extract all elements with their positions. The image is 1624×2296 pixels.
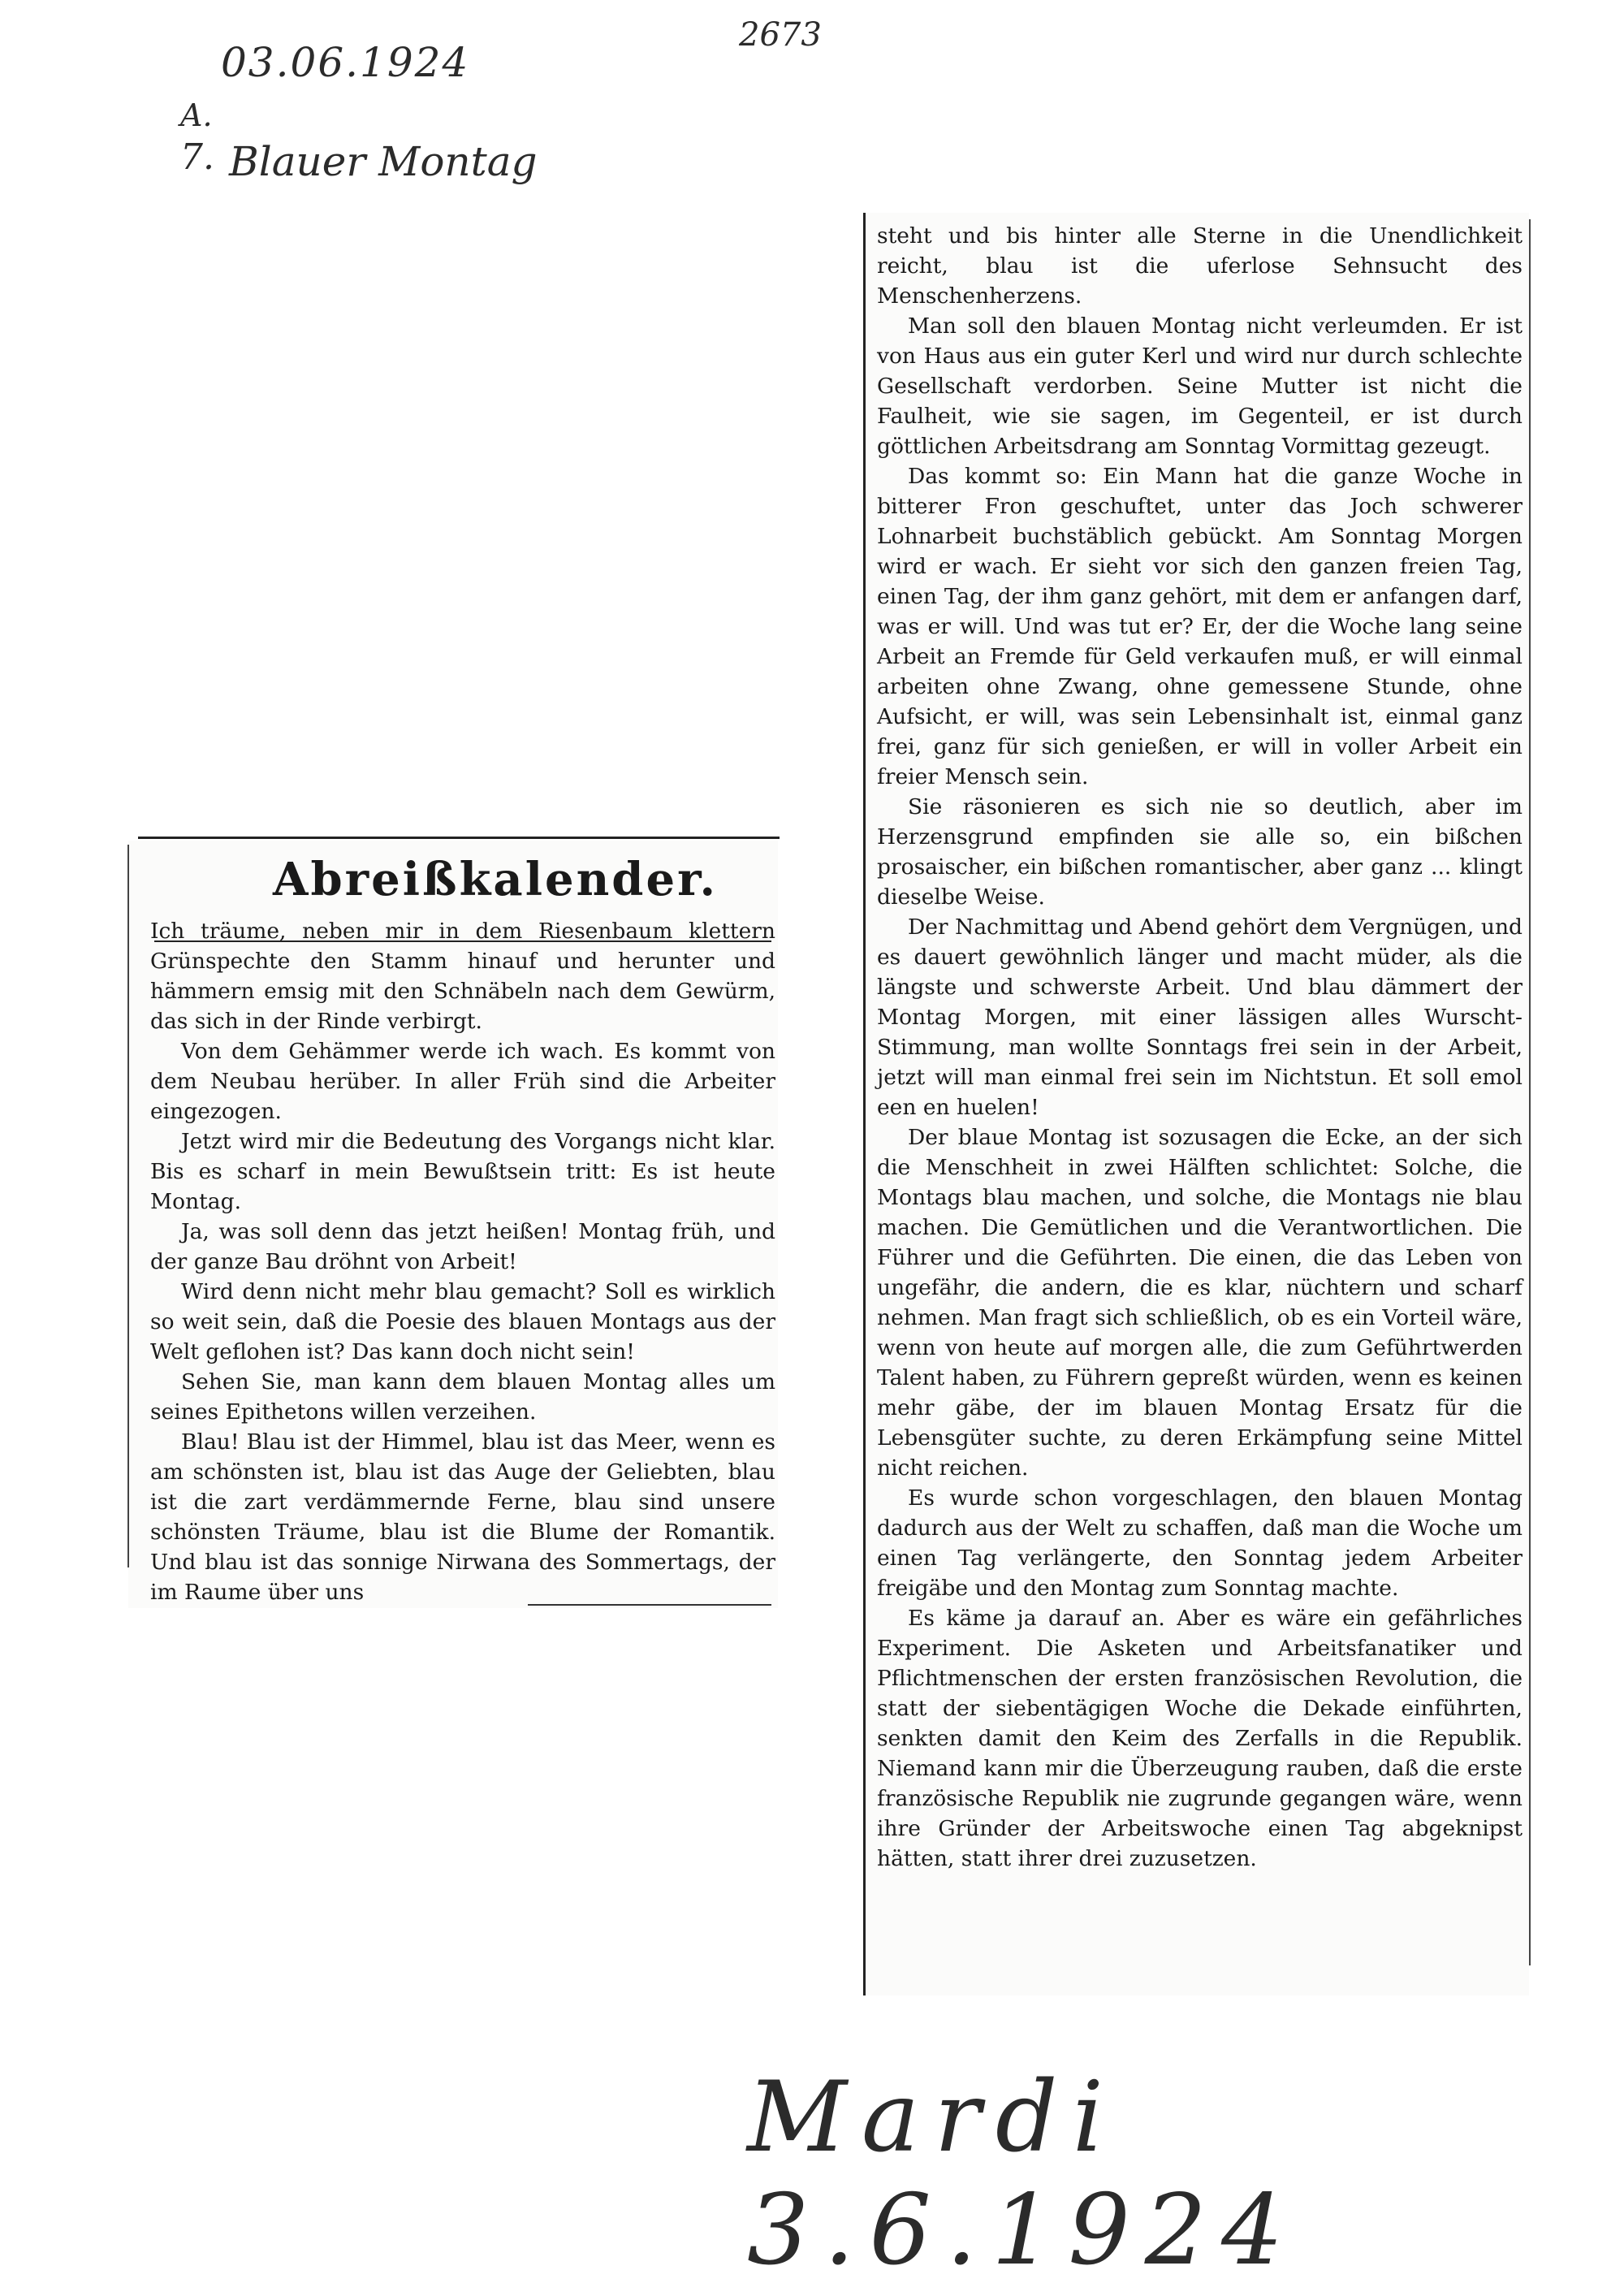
handwritten-mark-7: 7. [180,136,214,178]
handwritten-mark-a: A. [180,97,213,133]
paragraph: Es käme ja darauf an. Aber es wäre ein gefährliches Experiment. Die Asketen und Arbeitsfanatiker und Pflichtmenschen der ersten französischen Revolution, die statt der siebentägigen Woche die Dekade einführten, senkten damit den Keim des Zerfalls in die Republik. Niemand kann mir die Überzeugung rauben, daß die erste französische Republik nie zugrunde gegangen wäre, wenn ihre Gründer der Arbeitswoche einen Tag abgeknipst hätten, statt ihrer drei zuzusetzen. [877,1606,1522,1871]
paragraph: Es wurde schon vorgeschlagen, den blauen Montag dadurch aus der Welt zu schaffen, daß man die Woche um einen Tag verlängerte, den Sonntag jedem Arbeiter freigäbe und den Montag zum Sonntag machte. [877,1485,1522,1601]
paragraph: Blau! Blau ist der Himmel, blau ist das Meer, wenn es am schönsten ist, blau ist das Auge der Geliebten, blau ist die zart verdämmernde Ferne, blau sind unsere schönsten Träume, blau ist die Blume der Romantik. Und blau ist das sonnige Nirwana des Sommertags, der im Raume über uns [150,1429,775,1605]
clipping-right-edge [1529,219,1531,1965]
paragraph: steht und bis hinter alle Sterne in die Unendlichkeit reicht, blau ist die uferlose Sehnsucht des Menschenherzens. [877,223,1522,309]
paragraph: Sehen Sie, man kann dem blauen Montag alles um seines Epithetons willen verzeihen. [150,1369,775,1425]
clipping-right-border [863,213,866,1995]
clipping-left-border [127,845,129,1567]
paragraph: Wird denn nicht mehr blau gemacht? Soll es wirklich so weit sein, daß die Poesie des blauen Montags aus der Welt geflohen ist? Das kann doch nicht sein! [150,1279,775,1364]
paragraph: Der blaue Montag ist sozusagen die Ecke, an der sich die Menschheit in zwei Hälften schlichtet: Solche, die Montags blau machen, und solche, die Montags nie blau machen. Die Gemütlichen und die Verantwortlichen. Die Führer und die Geführten. Die einen, die das Leben von ungefähr, die andern, die es klar, nüchtern und scharf nehmen. Man fragt sich schließlich, ob es ein Vorteil wäre, wenn von heute auf morgen alle, die zum Geführtwerden Talent haben, zu Führern gepreßt würden, wenn es keinen mehr gäbe, der im blauen Montag Ersatz für die Lebensgüter suchte, zu deren Erkämpfung seine Mittel nicht reichen. [877,1125,1522,1481]
paragraph: Jetzt wird mir die Bedeutung des Vorgangs nicht klar. Bis es scharf in mein Bewußtsein tritt: Es ist heute Montag. [150,1129,775,1214]
article-right-column [877,221,1522,1874]
handwritten-title-note: Blauer Montag [229,138,538,185]
paragraph: Sie räsonieren es sich nie so deutlich, aber im Herzensgrund empfinden sie alle so, ein bißchen prosaischer, ein bißchen romantischer, aber ganz ... klingt dieselbe Weise. [877,794,1522,910]
article-left-column [150,916,775,1607]
paragraph: Von dem Gehämmer werde ich wach. Es kommt von dem Neubau herüber. In aller Früh sind die Arbeiter eingezogen. [150,1039,775,1124]
paragraph: Ja, was soll denn das jetzt heißen! Montag früh, und der ganze Bau dröhnt von Arbeit! [150,1219,775,1274]
paragraph: Das kommt so: Ein Mann hat die ganze Woche in bitterer Fron geschuftet, unter das Joch schwerer Lohnarbeit buchstäblich gebückt. Am Sonntag Morgen wird er wach. Er sieht vor sich den ganzen freien Tag, einen Tag, der ihm ganz gehört, mit dem er anfangen darf, was er will. Und was tut er? Er, der die Woche lang seine Arbeit an Fremde für Geld verkaufen muß, er will einmal arbeiten ohne Zwang, ohne gemessene Stunde, ohne Aufsicht, er will, was sein Lebensinhalt ist, einmal ganz frei, ganz für sich genießen, er will in voller Arbeit ein freier Mensch sein. [877,464,1522,789]
paragraph: Man soll den blauen Montag nicht verleumden. Er ist von Haus aus ein guter Kerl und wird nur durch schlechte Gesellschaft verdorben. Seine Mutter ist nicht die Faulheit, wie sie sagen, im Gegenteil, er ist durch göttlichen Arbeitsdrang am Sonntag Vormittag gezeugt. [877,313,1522,459]
handwritten-date-top: 03.06.1924 [221,39,470,86]
handwritten-page-number: 2673 [739,16,822,54]
paragraph: Der Nachmittag und Abend gehört dem Vergnügen, und es dauert gewöhnlich länger und macht müder, als die längste und schwerste Arbeit. Und blau dämmert der Montag Morgen, mit einer lässigen alles Wurscht-Stimmung, man wollte Sonntags frei sein in der Arbeit, jetzt will man einmal frei sein im Nichtstun. Et soll emol een en huelen! [877,915,1522,1120]
paragraph: Ich träume, neben mir in dem Riesenbaum klettern Grünspechte den Stamm hinauf und herunter und hämmern emsig mit den Schnäbeln nach dem Gewürm, das sich in der Rinde verbirgt. [150,919,775,1034]
clipping-top-rule [138,837,780,839]
handwritten-date-bottom: Mardi 3.6.1924 [747,2061,1298,2287]
article-headline: Abreißkalender. [273,853,718,906]
